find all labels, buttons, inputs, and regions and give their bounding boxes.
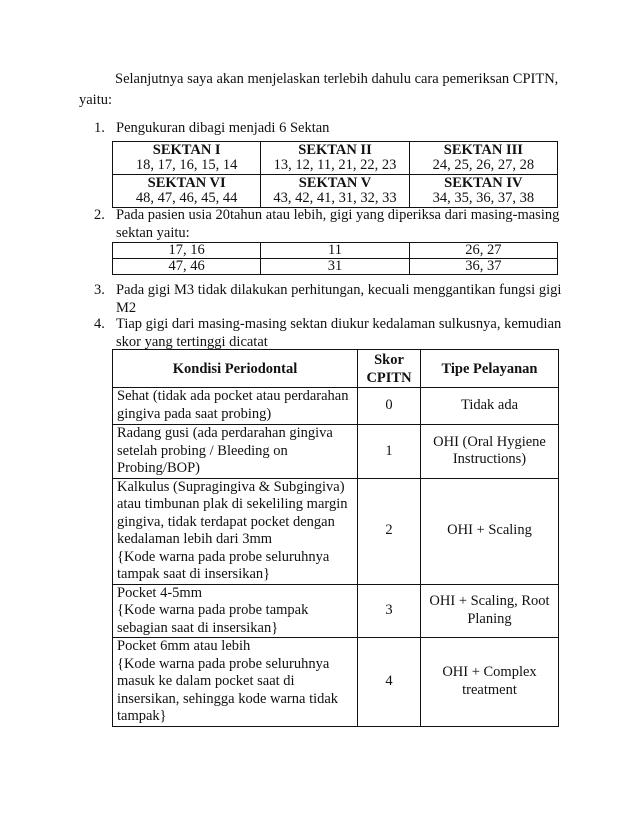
cell-line: Tidak ada (460, 397, 519, 414)
sektan-teeth: 48, 47, 46, 45, 44 (135, 190, 238, 206)
table-cell (113, 142, 261, 175)
tipe-cell (421, 584, 559, 638)
index-teeth-table (112, 242, 558, 275)
list-item-text: Pengukuran dibagi menjadi 6 Sektan (116, 120, 330, 136)
sektan-heading: SEKTAN III (443, 141, 523, 158)
list-number: 2. (94, 207, 105, 223)
table-cell (409, 142, 557, 175)
sektan-heading: SEKTAN IV (444, 174, 523, 191)
column-header: Kondisi Periodontal (113, 350, 358, 388)
sektan-teeth: 13, 12, 11, 21, 22, 23 (273, 157, 397, 173)
cell-line: Instructions) (452, 451, 527, 468)
table-row (113, 243, 558, 259)
sektan-teeth: 24, 25, 26, 27, 28 (432, 157, 535, 173)
sektan-heading: SEKTAN V (298, 174, 372, 191)
cell-line: OHI (Oral Hygiene (433, 433, 546, 450)
list-item-text: M2 (116, 300, 137, 316)
skor-cell: 1 (358, 425, 421, 479)
table-row (113, 425, 559, 479)
kondisi-cell (113, 584, 358, 638)
kondisi-cell (113, 638, 358, 727)
cell-line: Pocket 6mm atau lebih (117, 638, 251, 654)
cell-line: Planing (467, 610, 512, 627)
column-header: Tipe Pelayanan (421, 350, 559, 388)
cell-line: Probing/BOP) (117, 460, 200, 476)
cell-line: {Kode warna pada probe seluruhnya (117, 548, 330, 565)
list-number: 4. (94, 316, 105, 332)
table-cell: 11 (261, 243, 409, 259)
table-header-row (113, 350, 559, 388)
list-item-text: Pada pasien usia 20tahun atau lebih, gigi yang diperiksa dari masing-masing (116, 207, 560, 223)
cell-line: {Kode warna pada probe tampak (117, 602, 309, 618)
kondisi-cell (113, 388, 358, 425)
kondisi-cell (113, 478, 358, 584)
column-header (358, 350, 421, 388)
sektan-table (112, 141, 558, 208)
cell-line: setelah probing / Bleeding on (117, 442, 288, 459)
table-cell: 31 (261, 259, 409, 275)
table-cell: 26, 27 (409, 243, 557, 259)
cell-line: masuk ke dalam pocket saat di (117, 673, 295, 689)
list-item-text: sektan yaitu: (116, 225, 190, 241)
table-cell: 47, 46 (113, 259, 261, 275)
table-row (113, 175, 558, 208)
cell-line: insersikan, sehingga kode warna tidak (117, 690, 339, 707)
cpitn-table (112, 349, 559, 727)
list-item-text: Pada gigi M3 tidak dilakukan perhitungan, kecuali menggantikan fungsi gigi (116, 282, 562, 298)
cell-line: gingiva, tidak terdapat pocket dengan (117, 513, 335, 530)
list-item-text: Tiap gigi dari masing-masing sektan diukur kedalaman sulkusnya, kemudian (116, 316, 562, 332)
skor-cell: 3 (358, 584, 421, 638)
list-number: 1. (94, 120, 105, 136)
kondisi-cell (113, 425, 358, 479)
table-cell: 36, 37 (409, 259, 557, 275)
table-row (113, 584, 559, 638)
tipe-cell (421, 478, 559, 584)
cell-line: kedalaman lebih dari 3mm (117, 531, 273, 547)
sektan-heading: SEKTAN II (298, 141, 372, 158)
intro-line-1: Selanjutnya saya akan menjelaskan terlebih dahulu cara pemeriksan CPITN, (115, 71, 559, 87)
sektan-teeth: 34, 35, 36, 37, 38 (432, 190, 535, 206)
table-row (113, 142, 558, 175)
table-row (113, 388, 559, 425)
table-row (113, 638, 559, 727)
sektan-teeth: 18, 17, 16, 15, 14 (135, 157, 238, 173)
tipe-cell (421, 388, 559, 425)
cell-line: Kalkulus (Supragingiva & Subgingiva) (117, 478, 345, 495)
cell-line: Sehat (tidak ada pocket atau perdarahan (117, 388, 349, 404)
cell-line: sebagian saat di insersikan} (117, 619, 279, 636)
sektan-heading: SEKTAN I (152, 141, 221, 158)
cell-line: OHI + Scaling, Root (429, 593, 550, 610)
tipe-cell (421, 425, 559, 479)
intro-line-2: yaitu: (79, 92, 113, 108)
table-row (113, 478, 559, 584)
cell-line: treatment (462, 681, 517, 698)
skor-header: Skor CPITN (366, 351, 412, 386)
cell-line: tampak saat di insersikan} (117, 566, 271, 582)
cell-line: OHI + Complex (442, 664, 537, 681)
sektan-teeth: 43, 42, 41, 31, 32, 33 (273, 190, 397, 206)
skor-cell: 2 (358, 478, 421, 584)
cell-line: Pocket 4-5mm (117, 584, 202, 601)
cell-line: gingiva pada saat probing) (117, 405, 272, 422)
tipe-cell (421, 638, 559, 727)
table-cell: 17, 16 (113, 243, 261, 259)
table-cell (113, 175, 261, 208)
skor-cell: 4 (358, 638, 421, 727)
table-cell (409, 175, 557, 208)
list-number: 3. (94, 282, 105, 298)
list-item-text: skor yang tertinggi dicatat (116, 334, 268, 350)
cell-line: OHI + Scaling (447, 522, 532, 539)
cell-line: tampak} (117, 708, 167, 724)
table-cell (261, 142, 409, 175)
sektan-heading: SEKTAN VI (147, 174, 226, 191)
cell-line: atau timbunan plak di sekeliling margin (117, 496, 348, 512)
skor-cell: 0 (358, 388, 421, 425)
table-row (113, 259, 558, 275)
cell-line: Radang gusi (ada perdarahan gingiva (117, 425, 333, 441)
table-cell (261, 175, 409, 208)
cell-line: {Kode warna pada probe seluruhnya (117, 655, 330, 672)
